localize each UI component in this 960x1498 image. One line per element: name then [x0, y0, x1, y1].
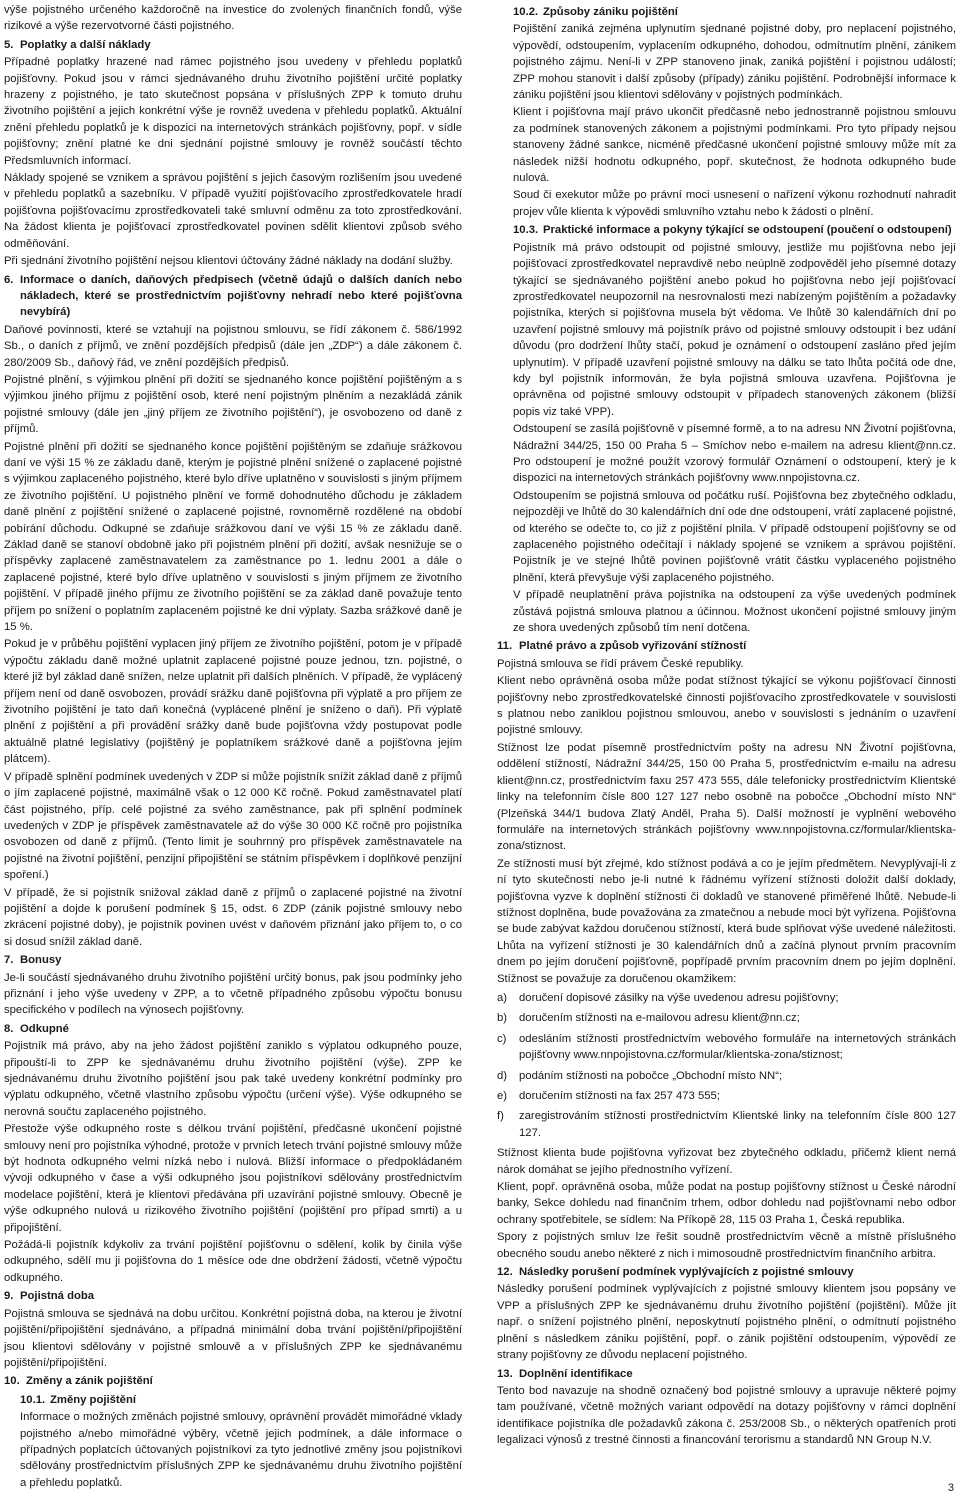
list-item	[497, 990, 956, 1006]
list-marker: e)	[497, 1090, 508, 1102]
section-title: Poplatky a další náklady	[20, 38, 151, 51]
subsection-title: Způsoby zániku pojištění	[543, 6, 678, 18]
list-text: zaregistrováním stížnosti prostřednictvím Klientské linky na telefonním čísle 800 127 127.	[519, 1110, 956, 1139]
paragraph: Informace o možných změnách pojistné smlouvy, oprávnění provádět mimořádné vklady pojistného a/nebo mimořádné výběry, včetně jejich podmínek, a dále informace o případných poplatcích účtovaných pojistníkovi za tyto jednotlivé změny jsou pojistníkovi sdělovány prostřednictvím příslušných ZPP ke sjednávanému druhu životního pojištění a přehledu poplatků.	[20, 1411, 462, 1489]
paragraph: V případě, že si pojistník snižoval základ daně z příjmů o zaplacené pojistné na životní pojištění a dojde k porušení podmínek § 15, odst. 6 ZDP (zánik pojistné smlouvy nebo zkrácení pojistné doby), je pojistník povinen uvést v daňovém přiznání jako příjem to, o co si dosud snížil základ daně.	[4, 886, 462, 948]
right-column	[497, 2, 956, 1450]
subsection-title: Praktické informace a pokyny týkající se odstoupení (poučení o odstoupení)	[543, 224, 952, 237]
paragraph: Pojistné plnění při dožití se sjednaného konce pojištění pojištěným se zdaňuje srážkovou daní ve výši 15 % ze základu daně, kterým je pojistné plnění snížené o zaplacené pojistné s výjimkou zaplaceného pojistného, které bylo dříve uplatněno v souvislosti s jiným příjmem ze životního pojištění. U pojistného plnění ve formě dohodnutého důchodu je základem daně plnění z pojištění snížené o zaplacené pojistné, rovnoměrně rozdělené na období pobírání důchodu. Odkupné se zdaňuje srážkovou daní ve výši 15 % ze základu daně. Základ daně se stanoví obdobně jako při pojistném plnění při dožití, avšak nesnižuje se o příspěvky zaplacené zaměstnavatelem za zaměstnance po 1. lednu 2001 a dále o zaplacené pojistné, které bylo dříve uplatněno v souvislosti s jiným příjmem ze životního pojištění. V případě jiného příjmu ze životního pojištění se za základ daně považuje tento příjem po snížení o poplatním zaplaceném pojistné ke dni výplaty. Sazba srážkové daně je 15 %.	[4, 440, 462, 634]
list-marker: a)	[497, 991, 508, 1004]
section-heading-12	[497, 1264, 956, 1280]
section-title: Bonusy	[20, 954, 62, 967]
section-title: Platné právo a způsob vyřizování stížností	[519, 640, 747, 653]
section-heading-8	[4, 1021, 462, 1037]
paragraph: Pojištění zaniká zejména uplynutím sjednané pojistné doby, pro neplacení pojistného, výpovědí, odstoupením, vyplacením odkupného, dohodou, odmítnutím plnění, zánikem pojistného zájmu. Není-li v ZPP stanoveno jinak, zaniká pojištění i pojistnou událostí; ZPP mohou stanovit i další způsoby (případy) zániku pojištění. Podrobnější informace k zániku pojištění jsou klientovi sdělovány v pojistných podmínkách.	[513, 23, 956, 102]
list-text: doručením stížnosti na fax 257 473 555;	[519, 1090, 720, 1102]
section-title: Pojistná doba	[20, 1290, 95, 1303]
section-number: 8.	[4, 1022, 14, 1035]
section-number: 7.	[4, 954, 14, 967]
paragraph: výše pojistného určeného každoročně na investice do zvolených finančních fondů, výše rizikové a výše rezervotvorné části pojistného.	[4, 4, 462, 33]
section-title: Informace o daních, daňových předpisech (včetně údajů o dalších daních nebo nákladech, které se prostřednictvím pojišťovny nehradí nebo které pojišťovna nevybírá)	[20, 273, 462, 319]
section-number: 6.	[4, 273, 14, 286]
paragraph: Požádá-li pojistník kdykoliv za trvání pojištění pojišťovnu o sdělení, kolik by činila výše odkupného, sdělí mu ji pojišťovna do 1 měsíce ode dne obdržení žádosti, včetně výpočtu odkupného.	[4, 1239, 462, 1284]
list-item	[497, 1068, 956, 1084]
section-number: 12.	[497, 1266, 513, 1279]
paragraph: Pokud je v průběhu pojištění vyplacen jiný příjem ze životního pojištění, potom je v případě výpočtu základu daně možné uplatnit zaplacené pojistné pouze jednou, tzn. pojistné, o které již byl základ daně snížen, nelze uplatnit při dalších plněních. V případě, že vyplácený příjem není od daně osvobozen, provádí srážku daně pojišťovna při výplatě a pro příjem ze životního pojištění je tato daň konečná (vyplácené plnění je sníženo o daň). Při výplatě plnění z pojištění a při provádění srážky daně bude pojišťovna vždy postupovat podle aktuálně platné legislativy (pojištěný je poplatníkem srážkové daně a pojišťovna jejím plátcem).	[4, 638, 462, 766]
paragraph: Pojistník má právo odstoupit od pojistné smlouvy, jestliže mu pojišťovna nebo její pojišťovací zprostředkovatel nepravdivě nebo neúplně zodpověděl jeho písemné dotazy týkající se sjednávaného pojištění anebo pokud ho pojišťovna nebo její pojišťovací zprostředkovatel neupozornil na nesrovnalosti mezi nabízeným pojištěním a požadavky pojistníka, kterých si pojišťovna musela být vědoma. Ve lhůtě 30 kalendářních dní po uzavření pojistné smlouvy má pojistník právo od pojistné smlouvy odstoupit i bez udání důvodu (pro dodržení lhůty stačí, pokud je oznámení o odstoupení zasláno před jejím uplynutím). V případě uzavření pojistné smlouvy na dálku se tato lhůta počítá ode dne, kdy byl pojistník informován, že byla pojistná smlouva uzavřena. Pojišťovna je oprávněna od pojistné smlouvy odstoupit v případech stanovených zákonem (bližší popis viz také VPP).	[513, 241, 956, 418]
subsection-number: 10.1.	[20, 1393, 46, 1406]
section-title: Doplnění identifikace	[519, 1367, 633, 1380]
paragraph: Při sjednání životního pojištění nejsou klientovi účtovány žádné náklady na dodání služby.	[4, 255, 453, 268]
section-number: 9.	[4, 1290, 14, 1303]
section-heading-9	[4, 1288, 462, 1304]
section-title: Odkupné	[20, 1022, 69, 1035]
section-title: Následky porušení podmínek vyplývajících z pojistné smlouvy	[519, 1266, 854, 1279]
paragraph: Klient, popř. oprávněná osoba, může podat na postup pojišťovny stížnost u České národní banky, Sekce dohledu nad finančním trhem, odbor dohledu nad pojišťovnami nebo odbor ochrany spotřebitele, se sídlem: Na Příkopě 28, 115 03 Praha 1, Česká republika.	[497, 1181, 956, 1226]
paragraph: Daňové povinnosti, které se vztahují na pojistnou smlouvu, se řídí zákonem č. 586/1992 Sb., o daních z příjmů, ve znění pozdějších předpisů (dále jen „ZDP“) a dále zákonem č. 280/2009 Sb., daňový řád, ve znění pozdějších předpisů.	[4, 323, 462, 369]
section-heading-7	[4, 952, 462, 968]
paragraph: Stížnost klienta bude pojišťovna vyřizovat bez zbytečného odkladu, přičemž klient nemá nárok domáhat se jejího přednostního vyřízení.	[497, 1147, 956, 1176]
subsection-heading-10-3	[513, 222, 956, 238]
subsection-number: 10.2.	[513, 6, 539, 18]
paragraph: Pojistná smlouva se řídí právem České republiky.	[497, 657, 744, 670]
left-column	[4, 2, 462, 1492]
paragraph: V případě splnění podmínek uvedených v ZDP si může pojistník snížit základ daně z příjmů o jím zaplacené pojistné, maximálně však o 12 000 Kč ročně. Pokud zaměstnavatel platí část pojistného, příp. celé pojistné za svého zaměstnance, pak při splnění podmínek uvedených v ZDP je příspěvek zaměstnavatele až do výše 30 000 Kč ročně pro pojistníka osvobozen od daně z příjmů. (Tento limit je souhrnný pro příspěvek zaměstnavatele na pojistné na životní pojištění, penzijní připojištění se státním příspěvkem i doplňkové penzijní spoření.)	[4, 770, 462, 882]
list-marker: b)	[497, 1012, 508, 1025]
subsection-heading-10-1	[20, 1392, 462, 1408]
section-heading-10	[4, 1373, 462, 1389]
section-heading-5	[4, 37, 462, 53]
list-text: podáním stížnosti na pobočce „Obchodní místo NN“;	[519, 1069, 783, 1082]
paragraph: Přestože výše odkupného roste s délkou trvání pojištění, předčasné ukončení pojistné smlouvy není pro pojistníka výhodné, protože v prvních letech trvání pojistné smlouvy může být hodnota odkupného velmi nízká nebo i nulová. Bližší informace o předpokládaném vývoji odkupného v čase a výši odkupného jsou pojistníkovi sdělovány prostřednictvím modelace pojištění, která je klientovi předávána při uzavírání pojistné smlouvy. Obecně je výše odkupného nulová u rizikového životního pojištění (pojištění pro případ smrti) a u připojištění.	[4, 1123, 462, 1234]
paragraph: Následky porušení podmínek vyplývajících z pojistné smlouvy klientem jsou popsány ve VPP a příslušných ZPP ke sjednávanému druhu životního pojištění (pojištění). Může jít např. o snížení pojistného plnění, neposkytnutí pojistného plnění, o odmítnutí pojistného plnění s následkem zániku pojištění, popř. o zánik pojištění odstoupením, výpovědí ze strany pojišťovny ze důvodu neplacení pojistného.	[497, 1283, 956, 1362]
paragraph: V případě neuplatnění práva pojistníka na odstoupení za výše uvedených podmínek zůstává pojistná smlouva platnou a účinnou. Možnost ukončení pojistné smlouvy jiným ze shora uvedených způsobů tím není dotčena.	[513, 589, 956, 635]
list-marker: d)	[497, 1069, 508, 1082]
paragraph: Spory z pojistných smluv lze řešit soudně prostřednictvím věcně a místně příslušného obecného soudu anebo některé z nich i mimosoudně prostřednictvím finančního arbitra.	[497, 1231, 956, 1260]
list-text: doručení dopisové zásilky na výše uvedenou adresu pojišťovny;	[519, 991, 839, 1004]
paragraph: Soud či exekutor může po právní moci usnesení o nařízení výkonu rozhodnutí nahradit projev vůle klienta k výpovědi smluvního vztahu nebo k žádosti o plnění.	[513, 189, 956, 218]
paragraph: Tento bod navazuje na shodně označený bod pojistné smlouvy a upravuje některé pojmy tam používané, včetně možných variant odpovědí na dotazy pojišťovny v rámci doplnění identifikace pojistníka dle požadavků zákona č. 253/2008 Sb., o některých opatřeních proti legalizaci výnosů z trestné činnosti a financování terorismu a standardů NN Group N.V.	[497, 1384, 956, 1447]
paragraph: Klient nebo oprávněná osoba může podat stížnost týkající se výkonu pojišťovací činnosti pojišťovny nebo zprostředkovatelské činnosti pojišťovacího zprostředkovatele v souvislosti s platnou nebo zaniklou pojistnou smlouvou, anebo v souvislosti s jednáním o uzavření pojistné smlouvy.	[497, 675, 956, 737]
list-marker: c)	[497, 1032, 507, 1045]
section-number: 11.	[497, 640, 513, 653]
section-number: 5.	[4, 38, 14, 51]
section-heading-6	[4, 272, 462, 321]
paragraph: Pojistné plnění, s výjimkou plnění při dožití se sjednaného konce pojištění pojištěným a s výjimkou jiného příjmu z pojištění osob, které není pojistným plněním a nezakládá zánik pojistné smlouvy (dále jen „jiný příjem ze životního pojištění“), je osvobozeno od daně z příjmů.	[4, 373, 462, 436]
list-item	[497, 1031, 956, 1064]
paragraph: Je-li součástí sjednávaného druhu životního pojištění určitý bonus, pak jsou podmínky jeho přiznání i jeho výše uvedeny v ZPP, a to včetně případného způsobu výpočtu bonusu specifického v podílech na výnosech pojišťovny.	[4, 971, 462, 1017]
section-heading-11	[497, 638, 956, 654]
page-number: 3	[947, 1482, 954, 1494]
section-number: 13.	[497, 1367, 513, 1380]
paragraph: Pojistník má právo, aby na jeho žádost pojištění zaniklo s výplatou odkupného pouze, připouští-li to ZPP ke sjednávanému druhu životního pojištění (výše). ZPP ke sjednávanému druhu životního pojištění jsou pak také uvedeny konkrétní podmínky pro výplatu odkupného, včetně vlastního způsobu výpočtu (určení výše). Výše odkupného se nerovná součtu zaplaceného pojistného.	[4, 1040, 462, 1118]
subsection-title: Změny pojištění	[50, 1393, 136, 1406]
list-item	[497, 1108, 956, 1141]
paragraph: Odstoupením se pojistná smlouva od počátku ruší. Pojišťovna bez zbytečného odkladu, nejpozději ve lhůtě do 30 kalendářních dní ode dne odstoupení, vrátí zaplacené pojistné, od kterého se odečte to, co již z pojištění plnila. V případě odstoupení pojišťovny se od zaplaceného pojistného odečítají i náklady spojené se vznikem a správou pojištění. Pojistník je ve stejné lhůtě povinen pojišťovně vrátit částku vyplaceného pojistného plnění, která převyšuje výši zaplaceného pojistného.	[513, 489, 956, 584]
list-item	[497, 1010, 956, 1026]
section-heading-13	[497, 1366, 956, 1382]
section-title: Změny a zánik pojištění	[26, 1375, 153, 1388]
paragraph: Pojistná smlouva se sjednává na dobu určitou. Konkrétní pojistná doba, na kterou je životní pojištění/připojištění sjednáváno, a případná minimální doba trvání pojištění/připojištění jsou klientovi sdělovány v pojistné smlouvě a v příslušných ZPP ke sjednávanému pojištění/připojištění.	[4, 1307, 462, 1369]
paragraph: Klient i pojišťovna mají právo ukončit předčasně nebo jednostranně pojistnou smlouvu za podmínek stanovených zákonem a pojistnými podmínkami. Pro tyto případy nejsou stanoveny žádné sankce, nicméně předčasné ukončení pojistné smlouvy může mít za následek nižší hodnotu odkupného, popř. skutečnost, že hodnota odkupného bude nulová.	[513, 106, 956, 185]
section-number: 10.	[4, 1375, 20, 1388]
list-item	[497, 1088, 956, 1104]
list-text: odesláním stížnosti prostřednictvím webového formuláře na internetových stránkách pojišťovny www.nnpojistovna.cz/formular/klientska-zona/stiznost;	[519, 1032, 956, 1062]
list-text: doručením stížnosti na e-mailovou adresu klient@nn.cz;	[519, 1012, 800, 1025]
list-marker: f)	[497, 1110, 504, 1123]
paragraph: Náklady spojené se vznikem a správou pojištění s jejich časovým rozlišením jsou uvedené v přehledu poplatků a sazebníku. V případě využití pojišťovacího zprostředkovatele hradí pojišťovna pojišťovacímu zprostředkovateli také smluvní odměnu za toto zprostředkování. Na žádost klienta je pojišťovací zprostředkovatel povinen sdělit klientovi způsob svého odměňování.	[4, 172, 462, 250]
paragraph: Stížnost lze podat písemně prostřednictvím pošty na adresu NN Životní pojišťovna, oddělení stížností, Nádražní 344/25, 150 00 Praha 5, prostřednictvím e-mailu na adresu klient@nn.cz, prostřednictvím faxu 257 473 555, dále telefonicky prostřednictvím Klientské linky na telefonním čísle 800 127 127 nebo osobně na pobočce „Obchodní místo NN“ (Plzeňská 344/1 budova Zlatý Anděl, Praha 5). Další možností je vyplnění webového formuláře na internetových stránkách pojišťovny www.nnpojistovna.cz/formular/klientska-zona/stiznost.	[497, 741, 956, 853]
subsection-heading-10-2	[513, 4, 956, 20]
paragraph: Odstoupení se zasílá pojišťovně v písemné formě, a to na adresu NN Životní pojišťovna, Nádražní 344/25, 150 00 Praha 5 – Smíchov nebo e-mailem na adresu klient@nn.cz. Pro odstoupení je možné použít vzorový formulář Oznámení o odstoupení, který je k dispozici na internetových stránkách pojišťovny www.nnpojistovna.cz.	[513, 423, 956, 485]
paragraph: Případné poplatky hrazené nad rámec pojistného jsou uvedeny v přehledu poplatků pojišťovny. Pokud jsou v rámci sjednávaného druhu životního pojištění určité poplatky hrazeny z pojistného, je tato skutečnost popsána v příslušných ZPP k tomuto druhu životního pojištění a jejich konkrétní výše je rovněž uvedena v přehledu poplatků. Aktuální znění přehledu poplatků je k dispozici na internetových stránkách pojišťovny, popř. v sídle pojišťovny; znění platné ke dni sjednání pojistné smlouvy je rovněž součástí těchto Předsmluvních informací.	[4, 56, 462, 167]
paragraph: Ze stížnosti musí být zřejmé, kdo stížnost podává a co je jejím předmětem. Nevyplývají-li z ní tyto skutečnosti nebo je-li nutné k řádnému vyřízení stížnosti doložit další doklady, pojišťovna vyzve k doplnění stížnosti či dokladů ve stanovené přiměřené lhůtě. Nebude-li stížnost doplněna, bude považována za zmatečnou a nebude moci být vyřízena. Pojišťovna se bude zabývat každou doručenou stížností, která bude splňovat výše uvedené náležitosti. Lhůta na vyřízení stížnosti je 30 kalendářních dnů a začíná plynout prvním pracovním dnem po jejím doručení pojišťovně, popřípadě prvním pracovním dnem po jejím doplnění. Stížnost se považuje za doručenou okamžikem:	[497, 857, 956, 985]
subsection-number: 10.3.	[513, 224, 539, 237]
